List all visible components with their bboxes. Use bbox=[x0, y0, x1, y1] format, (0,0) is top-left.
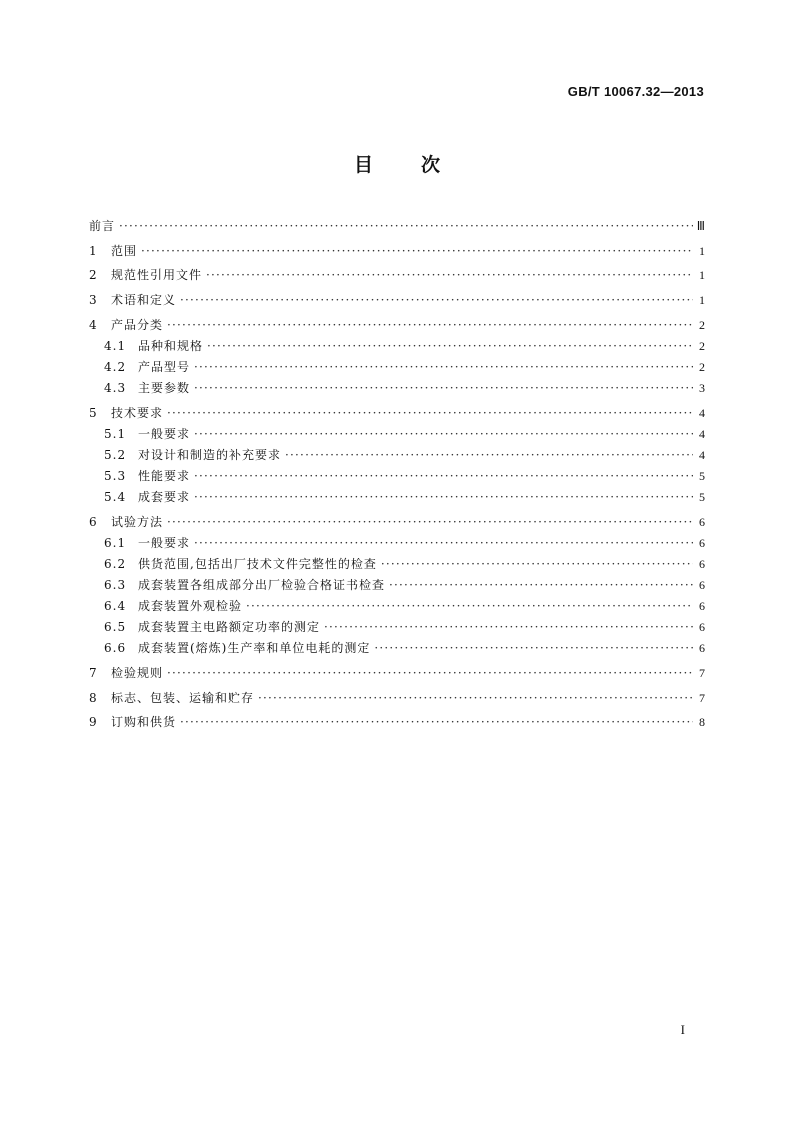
toc-entry-page: 5 bbox=[699, 469, 705, 483]
toc-entry[interactable] bbox=[89, 663, 705, 684]
toc-dot-leader bbox=[119, 216, 693, 237]
toc-entry[interactable] bbox=[89, 336, 705, 357]
toc-entry[interactable] bbox=[89, 403, 705, 424]
toc-dot-leader bbox=[206, 265, 693, 286]
toc-entry[interactable] bbox=[89, 290, 705, 311]
toc-entry[interactable] bbox=[89, 575, 705, 596]
toc-entry-page: 7 bbox=[699, 666, 705, 681]
toc-entry[interactable] bbox=[89, 315, 705, 336]
toc-entry-label: 成套装置(熔炼)生产率和单位电耗的测定 bbox=[138, 641, 371, 656]
toc-dot-leader bbox=[167, 512, 693, 533]
toc-entry-label: 主要参数 bbox=[138, 381, 191, 396]
toc-entry-number: 4.2 bbox=[104, 359, 127, 374]
toc-entry-number: 5.4 bbox=[104, 490, 127, 505]
toc-entry-number: 4.1 bbox=[104, 338, 127, 353]
toc-entry-label: 成套装置各组成部分出厂检验合格证书检查 bbox=[138, 578, 386, 593]
toc-entry[interactable] bbox=[89, 241, 705, 262]
toc-dot-leader bbox=[389, 575, 693, 596]
toc-entry[interactable] bbox=[89, 638, 705, 659]
toc-entry[interactable] bbox=[89, 357, 705, 378]
toc-entry-page: 2 bbox=[699, 359, 705, 374]
toc-entry-page: 2 bbox=[699, 338, 705, 353]
toc-entry[interactable] bbox=[89, 466, 705, 487]
toc-entry-number: 5.2 bbox=[104, 447, 127, 462]
toc-entry[interactable] bbox=[89, 424, 705, 445]
toc-dot-leader bbox=[246, 596, 693, 617]
title-char-1: 目 bbox=[353, 154, 373, 176]
toc-dot-leader bbox=[194, 424, 693, 445]
toc-entry-label: 性能要求 bbox=[138, 469, 191, 483]
toc-entry-page: 8 bbox=[699, 715, 705, 730]
toc-entry-label: 成套要求 bbox=[138, 490, 191, 505]
toc-dot-leader bbox=[194, 466, 693, 487]
toc-entry-page: 6 bbox=[699, 641, 705, 656]
toc-entry[interactable] bbox=[89, 688, 705, 709]
toc-entry-label: 产品分类 bbox=[111, 317, 164, 332]
toc-entry-page: 4 bbox=[699, 447, 705, 462]
toc-dot-leader bbox=[194, 357, 693, 378]
toc-entry[interactable] bbox=[89, 512, 705, 533]
toc-entry-page: 4 bbox=[699, 426, 705, 441]
toc-entry-label: 范围 bbox=[111, 243, 138, 258]
toc-entry-page: 6 bbox=[699, 620, 705, 635]
toc-entry-label: 供货范围,包括出厂技术文件完整性的检查 bbox=[138, 556, 377, 571]
toc-dot-leader bbox=[180, 712, 693, 733]
toc-dot-leader bbox=[167, 315, 693, 336]
toc-entry-page: 1 bbox=[699, 268, 705, 283]
page-title bbox=[0, 150, 794, 177]
toc-entry-label: 订购和供货 bbox=[111, 715, 177, 730]
toc-entry-number: 4 bbox=[89, 317, 98, 332]
toc-entry-label: 对设计和制造的补充要求 bbox=[138, 447, 282, 462]
toc-entry-page: 6 bbox=[699, 556, 705, 571]
toc-entry-page: 6 bbox=[699, 578, 705, 593]
toc-entry-label: 成套装置外观检验 bbox=[138, 599, 243, 614]
toc-entry-page: 3 bbox=[699, 381, 705, 396]
toc-entry-label: 成套装置主电路额定功率的测定 bbox=[138, 620, 321, 635]
toc-entry-page: 6 bbox=[699, 535, 705, 550]
toc-dot-leader bbox=[381, 554, 693, 575]
toc-dot-leader bbox=[194, 487, 693, 508]
toc-dot-leader bbox=[194, 533, 693, 554]
toc-entry[interactable] bbox=[89, 712, 705, 733]
toc-entry-number: 5 bbox=[89, 405, 98, 420]
toc-entry-number: 2 bbox=[89, 268, 98, 283]
toc-entry-label: 术语和定义 bbox=[111, 293, 177, 308]
toc-entry-number: 4.3 bbox=[104, 381, 127, 396]
toc-dot-leader bbox=[167, 663, 693, 684]
toc-entry-label: 规范性引用文件 bbox=[111, 268, 203, 283]
title-char-2: 次 bbox=[421, 154, 441, 176]
toc-entry-number: 5.1 bbox=[104, 426, 127, 441]
toc-dot-leader bbox=[167, 403, 693, 424]
toc-entry-number: 9 bbox=[89, 715, 98, 730]
toc-entry-label: 检验规则 bbox=[111, 666, 164, 681]
toc-entry-number: 6.2 bbox=[104, 556, 127, 571]
toc-dot-leader bbox=[194, 378, 693, 399]
toc-entry[interactable] bbox=[89, 533, 705, 554]
toc-dot-leader bbox=[258, 688, 693, 709]
toc-entry-number: 8 bbox=[89, 690, 98, 705]
toc-dot-leader bbox=[180, 290, 693, 311]
toc-entry-label: 一般要求 bbox=[138, 535, 191, 550]
toc-entry-label: 一般要求 bbox=[138, 426, 191, 441]
toc-entry-page: 6 bbox=[699, 514, 705, 529]
toc-entry-page: 7 bbox=[699, 690, 705, 705]
table-of-contents bbox=[89, 216, 705, 734]
toc-entry[interactable] bbox=[89, 378, 705, 399]
toc-entry-page: 1 bbox=[699, 293, 705, 308]
toc-entry-number: 3 bbox=[89, 293, 98, 308]
toc-entry[interactable] bbox=[89, 216, 705, 237]
toc-entry-page: Ⅲ bbox=[696, 219, 705, 233]
toc-dot-leader bbox=[285, 445, 693, 466]
toc-dot-leader bbox=[324, 617, 693, 638]
toc-entry-number: 1 bbox=[89, 243, 98, 258]
toc-entry-page: 6 bbox=[699, 599, 705, 614]
toc-entry[interactable] bbox=[89, 265, 705, 286]
toc-entry[interactable] bbox=[89, 445, 705, 466]
toc-entry-number: 6.1 bbox=[104, 535, 127, 550]
toc-dot-leader bbox=[141, 241, 693, 262]
toc-entry-label: 技术要求 bbox=[111, 405, 164, 420]
toc-entry-page: 1 bbox=[699, 243, 705, 258]
toc-entry-number: 5.3 bbox=[104, 469, 127, 483]
toc-entry-page: 2 bbox=[699, 317, 705, 332]
toc-dot-leader bbox=[374, 638, 693, 659]
toc-entry-label: 标志、包装、运输和贮存 bbox=[111, 690, 255, 705]
toc-entry[interactable] bbox=[89, 617, 705, 638]
toc-entry-label: 品种和规格 bbox=[138, 338, 204, 353]
toc-entry-number: 6.6 bbox=[104, 641, 127, 656]
toc-entry[interactable] bbox=[89, 487, 705, 508]
toc-entry-page: 4 bbox=[699, 405, 705, 420]
toc-entry[interactable] bbox=[89, 596, 705, 617]
toc-entry-number: 6.4 bbox=[104, 599, 127, 614]
toc-dot-leader bbox=[207, 336, 693, 357]
standard-code: GB/T 10067.32—2013 bbox=[567, 84, 704, 99]
page-number: I bbox=[680, 1022, 685, 1037]
toc-entry-page: 5 bbox=[699, 490, 705, 505]
toc-entry[interactable] bbox=[89, 554, 705, 575]
toc-entry-number: 6 bbox=[89, 514, 98, 529]
toc-entry-label: 试验方法 bbox=[111, 514, 164, 529]
toc-entry-number: 6.3 bbox=[104, 578, 127, 593]
toc-entry-label: 产品型号 bbox=[138, 359, 191, 374]
toc-entry-number: 7 bbox=[89, 666, 98, 681]
toc-entry-label: 前言 bbox=[89, 219, 116, 233]
toc-entry-number: 6.5 bbox=[104, 620, 127, 635]
